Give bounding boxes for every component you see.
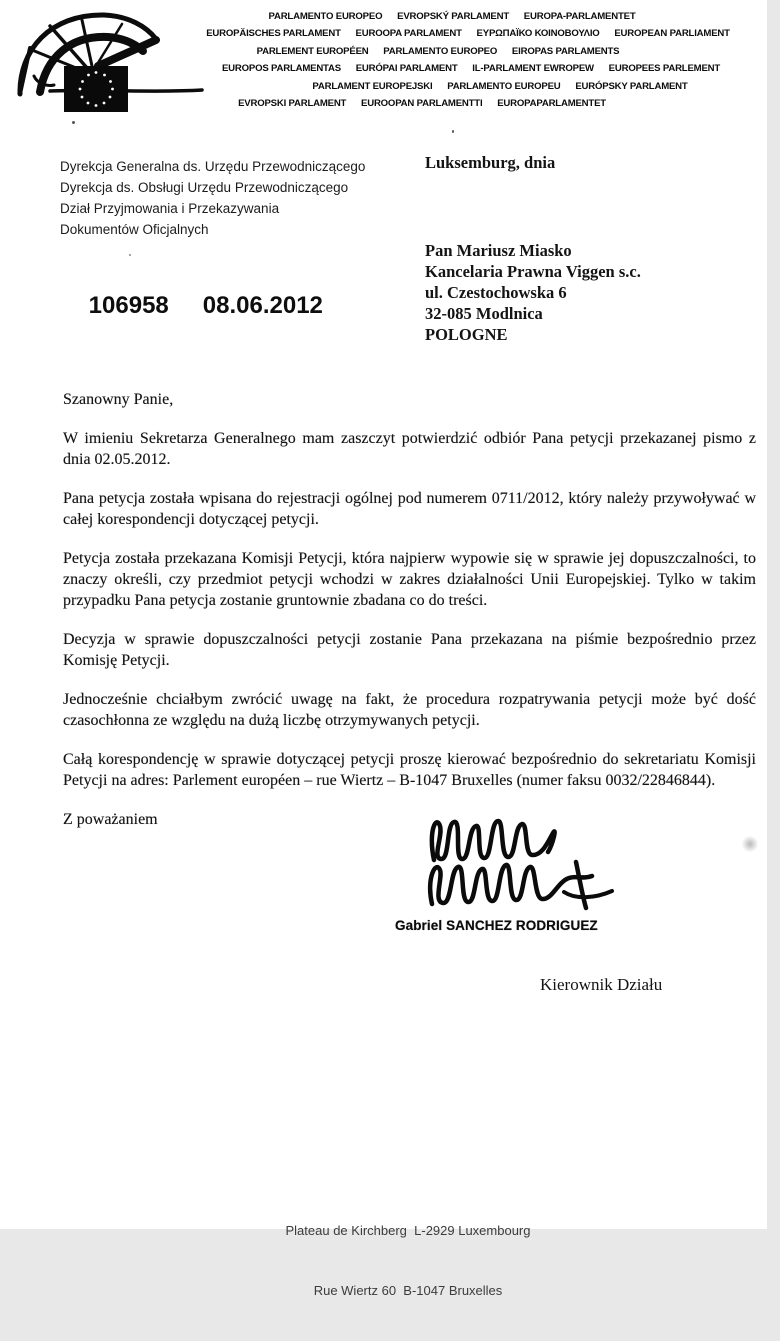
sender-department-block <box>60 156 365 240</box>
body-paragraph: Pana petycja została wpisana do rejestracji ogólnej pod numerem 0711/2012, który należy przywoływać w całej korespondencji dotyczącej petycji. <box>63 490 756 528</box>
recipient-address-block <box>425 240 641 345</box>
recipient-line: Pan Mariusz Miasko <box>425 241 572 260</box>
body-paragraph: Petycja została przekazana Komisji Petycji, która najpierw wypowie się w sprawie jej dopuszczalności, to znaczy określi, czy przedmiot petycji wchodzi w zakres działalności Unii Europejskiej. Tylko w takim przypadku Pana petycja zostanie gruntownie zbadana co do treści. <box>63 550 756 609</box>
salutation: Szanowny Panie, <box>63 391 174 408</box>
handwritten-signature <box>424 812 640 914</box>
department-line: Dyrekcja Generalna ds. Urzędu Przewodniczącego <box>60 159 366 174</box>
footer-address-block <box>286 1181 531 1341</box>
multilingual-header <box>188 8 748 112</box>
recipient-line: 32-085 Modlnica <box>425 304 543 323</box>
signer-title: Kierownik Działu <box>540 975 663 994</box>
recipient-line: ul. Czestochowska 6 <box>425 283 567 302</box>
footer-address-line: Rue Wiertz 60 B-1047 Bruxelles <box>313 1283 503 1298</box>
body-paragraph: Całą korespondencję w sprawie dotyczącej petycji proszę kierować bezpośrednio do sekretariatu Komisji Petycji na adres: Parlement européen – rue Wiertz – B-1047 Bruxelles (numer faksu 0032/22846844). <box>63 751 756 789</box>
header-language-line: EVROPSKI PARLAMENT EUROOPAN PARLAMENTTI EUROPAPARLAMENTET <box>238 98 606 110</box>
header-language-line: EUROPOS PARLAMENTAS EURÓPAI PARLAMENT IL-PARLAMENT EWROPEW EUROPEES PARLEMENT <box>221 63 721 75</box>
scan-speck <box>452 130 454 133</box>
body-paragraph: W imieniu Sekretarza Generalnego mam zaszczyt potwierdzić odbiór Pana petycji przekazanej pismo z dnia 02.05.2012. <box>63 430 756 468</box>
dateline: Luksemburg, dnia <box>425 153 556 172</box>
body-paragraph: Jednocześnie chciałbym zwrócić uwagę na fakt, że procedura rozpatrywania petycji może być dość czasochłonna ze względu na dużą liczbę otrzymywanych petycji. <box>63 691 756 729</box>
header-language-line: PARLEMENT EUROPÉEN PARLAMENTO EUROPEO EIROPAS PARLAMENTS <box>256 45 620 57</box>
letter-body <box>63 389 756 848</box>
signer-name: Gabriel SANCHEZ RODRIGUEZ <box>395 918 598 933</box>
department-line: Dokumentów Oficjalnych <box>60 222 209 237</box>
scan-speck <box>129 254 131 256</box>
stamp-date: 08.06.2012 <box>202 292 323 319</box>
reference-stamp <box>62 264 323 348</box>
scan-speck <box>72 121 75 124</box>
body-paragraph: Decyzja w sprawie dopuszczalności petycji zostanie Pana przekazana na piśmie bezpośrednio przez Komisję Petycji. <box>63 631 756 669</box>
header-language-line: PARLAMENTO EUROPEO EVROPSKÝ PARLAMENT EUROPA-PARLAMENTET <box>268 11 636 22</box>
header-language-line: PARLAMENT EUROPEJSKI PARLAMENTO EUROPEU EURÓPSKY PARLAMENT <box>312 80 688 92</box>
department-line: Dział Przyjmowania i Przekazywania <box>60 201 280 216</box>
recipient-line: Kancelaria Prawna Viggen s.c. <box>425 262 641 281</box>
closing-phrase: Z poważaniem <box>63 811 158 828</box>
header-language-line: EUROPÄISCHES PARLAMENT EUROOPA PARLAMENT ΕΥΡΩΠΑΪΚΟ ΚΟΙΝΟΒΟΥΛΙΟ EUROPEAN PARLIAMENT <box>206 28 730 40</box>
department-line: Dyrekcja ds. Obsługi Urzędu Przewodniczącego <box>60 180 349 195</box>
scan-smudge <box>741 836 759 852</box>
signature-icon <box>424 812 640 914</box>
footer-address-line: Plateau de Kirchberg L-2929 Luxembourg <box>285 1223 531 1238</box>
reference-number: 106958 <box>88 292 169 319</box>
recipient-line: POLOGNE <box>425 325 508 344</box>
